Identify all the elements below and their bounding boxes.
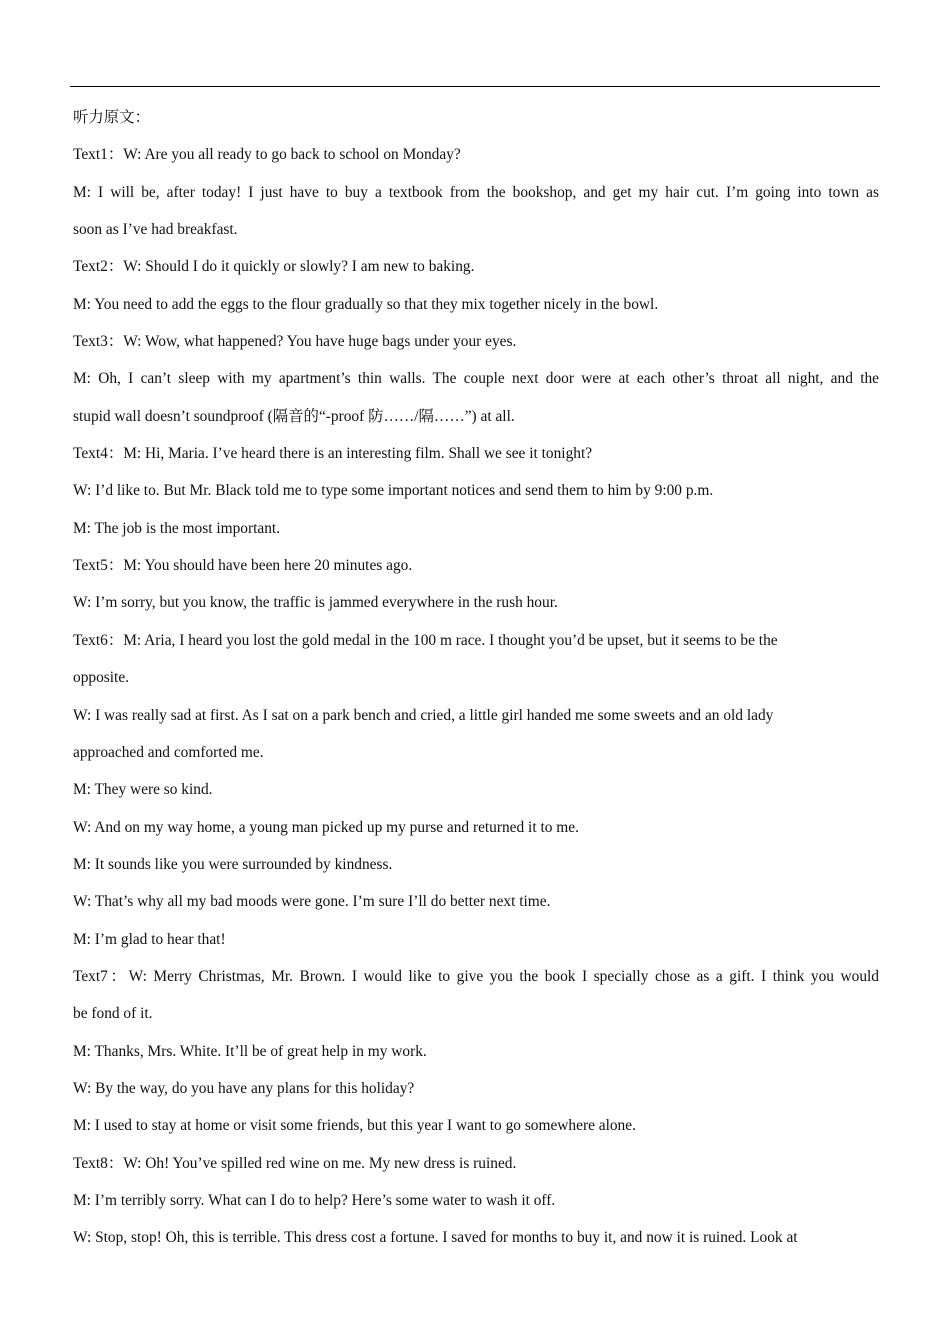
- transcript-line: M: They were so kind.: [73, 781, 213, 799]
- transcript-line: be fond of it.: [73, 1005, 153, 1023]
- transcript-line: M: I’m glad to hear that!: [73, 930, 226, 948]
- transcript-line: stupid wall doesn’t soundproof (隔音的“-proof 防……/隔……”) at all.: [73, 407, 515, 425]
- transcript-line: Text4：M: Hi, Maria. I’ve heard there is an interesting film. Shall we see it tonight?: [73, 445, 593, 463]
- header-rule: [70, 86, 880, 87]
- transcript-line: M: The job is the most important.: [73, 519, 281, 537]
- transcript-line: M: I will be, after today! I just have to buy a textbook from the bookshop, and get my hair cut. I’m going into town as: [73, 183, 879, 201]
- transcript-line: M: I used to stay at home or visit some friends, but this year I want to go somewhere alone.: [73, 1117, 636, 1135]
- transcript-line: Text2：W: Should I do it quickly or slowly? I am new to baking.: [73, 258, 475, 276]
- transcript-line: W: I was really sad at first. As I sat on a park bench and cried, a little girl handed me some sweets and an old lady: [73, 706, 774, 724]
- transcript-line: Text1：W: Are you all ready to go back to school on Monday?: [73, 146, 461, 164]
- transcript-line: W: Stop, stop! Oh, this is terrible. This dress cost a fortune. I saved for months to buy it, and now it is ruined. Look at: [73, 1229, 798, 1247]
- transcript-line: Text3：W: Wow, what happened? You have huge bags under your eyes.: [73, 333, 517, 351]
- transcript-line: M: Oh, I can’t sleep with my apartment’s thin walls. The couple next door were at each other’s throat all night, and the: [73, 370, 879, 388]
- transcript-line: W: I’d like to. But Mr. Black told me to type some important notices and send them to him by 9:00 p.m.: [73, 482, 714, 500]
- transcript-line: Text6：M: Aria, I heard you lost the gold medal in the 100 m race. I thought you’d be upset, but it seems to be the: [73, 631, 778, 649]
- transcript-line: W: And on my way home, a young man picked up my purse and returned it to me.: [73, 818, 579, 836]
- transcript-heading: 听力原文：: [73, 109, 150, 126]
- transcript-body: [73, 99, 879, 1257]
- transcript-line: Text8：W: Oh! You’ve spilled red wine on me. My new dress is ruined.: [73, 1154, 517, 1172]
- transcript-line: Text7：W: Merry Christmas, Mr. Brown. I would like to give you the book I specially chose as a gift. I think you would: [73, 967, 879, 985]
- transcript-line: W: I’m sorry, but you know, the traffic is jammed everywhere in the rush hour.: [73, 594, 558, 612]
- transcript-line: M: Thanks, Mrs. White. It’ll be of great help in my work.: [73, 1042, 427, 1060]
- transcript-line: approached and comforted me.: [73, 743, 264, 761]
- transcript-line: Text5：M: You should have been here 20 minutes ago.: [73, 557, 413, 575]
- transcript-line: W: That’s why all my bad moods were gone. I’m sure I’ll do better next time.: [73, 893, 551, 911]
- transcript-line: M: I’m terribly sorry. What can I do to help? Here’s some water to wash it off.: [73, 1191, 556, 1209]
- transcript-line: soon as I’ve had breakfast.: [73, 221, 238, 239]
- transcript-line: opposite.: [73, 669, 130, 687]
- transcript-line: W: By the way, do you have any plans for this holiday?: [73, 1079, 415, 1097]
- transcript-line: M: You need to add the eggs to the flour gradually so that they mix together nicely in the bowl.: [73, 295, 659, 313]
- transcript-line: M: It sounds like you were surrounded by kindness.: [73, 855, 393, 873]
